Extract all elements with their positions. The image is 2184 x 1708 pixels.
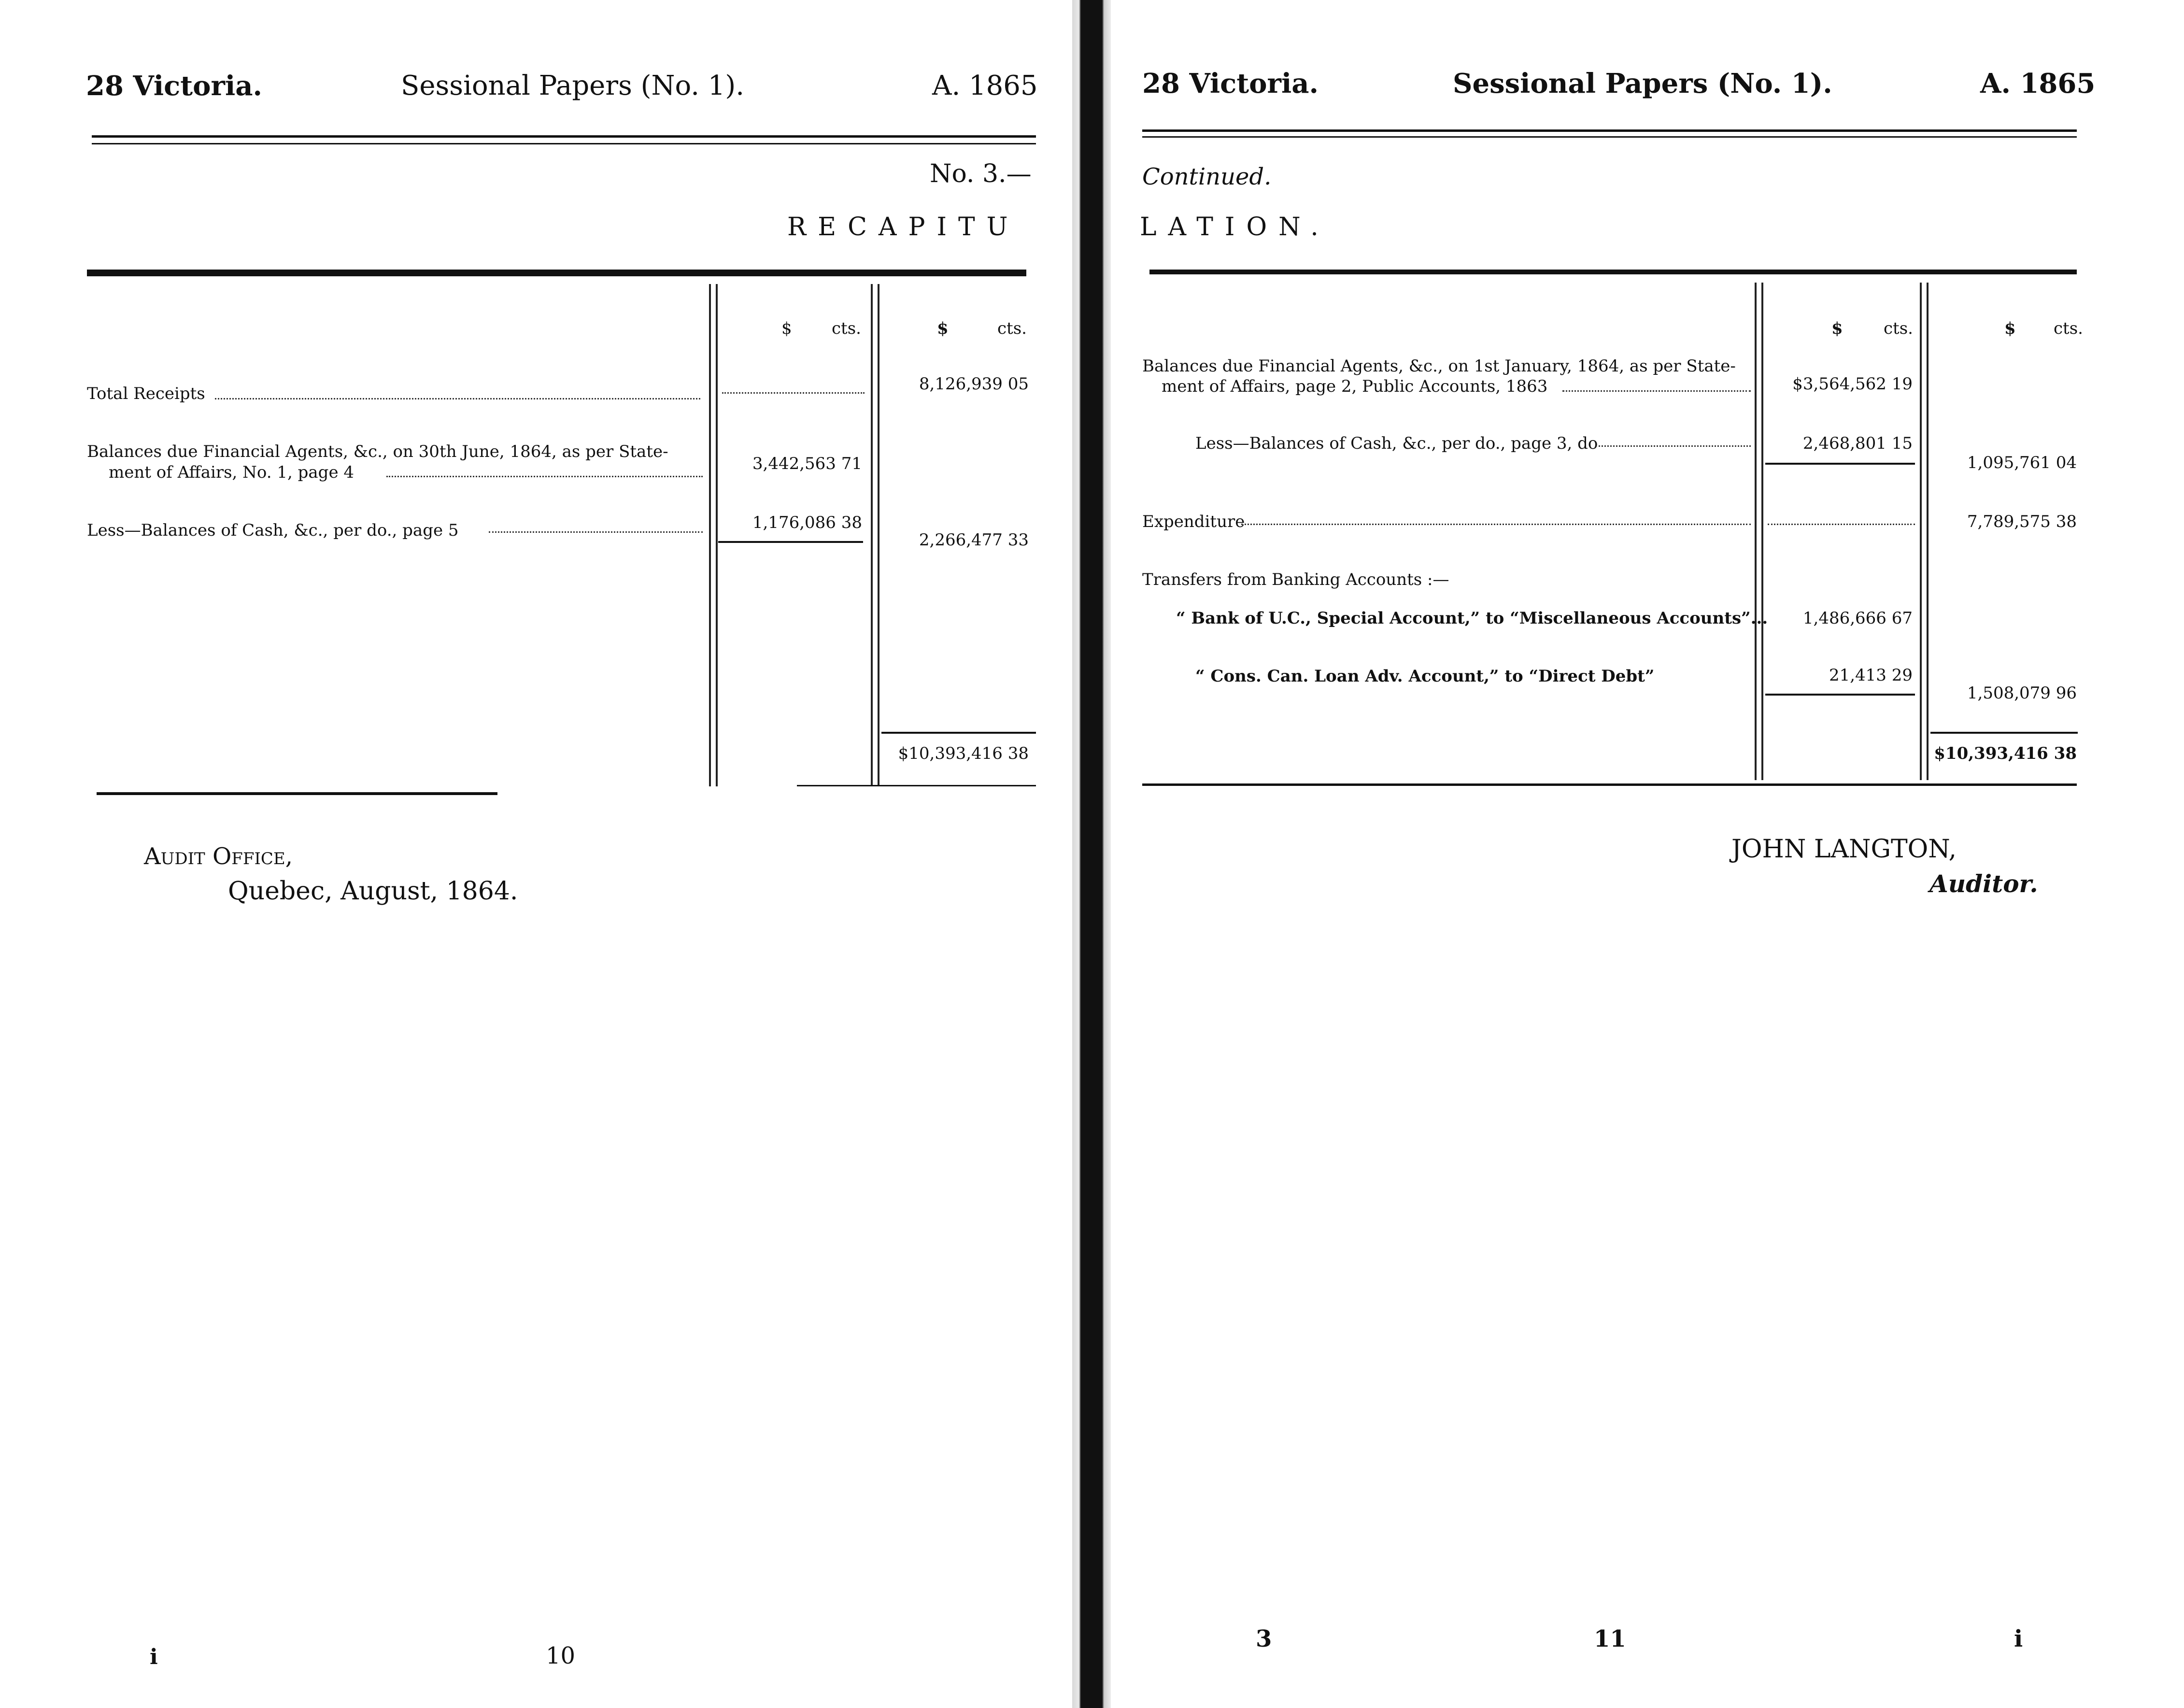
document-title: Sessional Papers (No. 1).: [1453, 68, 1832, 100]
continued-label: Continued.: [1142, 163, 1272, 190]
leader-dots: [489, 531, 703, 533]
row-amount: $3,564,562 19: [1792, 374, 1913, 394]
row-net: 1,095,761 04: [1967, 453, 2077, 472]
row-amount: 1,486,666 67: [1802, 609, 1913, 628]
column-rule: [1761, 283, 1763, 780]
column-rule: [709, 284, 711, 786]
row-label: Expenditure: [1142, 512, 1245, 531]
row-net: 2,266,477 33: [919, 530, 1029, 550]
session-label: 28 Victoria.: [1142, 68, 1319, 100]
row-label: “ Cons. Can. Loan Adv. Account,” to “Direct Debt”: [1195, 667, 1655, 686]
page-number: 10: [546, 1642, 576, 1669]
row-label: Balances due Financial Agents, &c., on 30th June, 1864, as per State-: [87, 442, 668, 461]
document-title: Sessional Papers (No. 1).: [401, 70, 745, 101]
header-rule-thin: [1142, 136, 2077, 138]
section-heading: LATION.: [1140, 213, 1330, 242]
column-rule: [1927, 283, 1929, 780]
row-amount: 1,176,086 38: [752, 513, 862, 532]
session-label: 28 Victoria.: [86, 70, 263, 102]
table-bottom-rule: [797, 785, 1036, 786]
footer-mark: i: [2014, 1625, 2023, 1652]
row-label: Total Receipts: [87, 384, 205, 403]
row-label: Less—Balances of Cash, &c., per do., page 3, do: [1195, 434, 1598, 453]
leader-dots: [1241, 524, 1751, 525]
row-amount: 2,468,801 15: [1802, 434, 1913, 453]
row-label: ment of Affairs, No. 1, page 4: [109, 463, 355, 482]
row-label: “ Bank of U.C., Special Account,” to “Miscellaneous Accounts”...: [1176, 609, 1768, 628]
dollars-header: $: [781, 319, 792, 338]
left-page: [0, 0, 1072, 1708]
cents-header: cts.: [997, 319, 1027, 338]
auditor-title: Auditor.: [1929, 869, 2038, 898]
leader-dots: [215, 398, 700, 399]
binding-gutter: [1072, 0, 1111, 1708]
column-rule: [871, 284, 873, 786]
row-amount: 21,413 29: [1829, 666, 1913, 685]
header-rule: [92, 135, 1036, 138]
row-label: Balances due Financial Agents, &c., on 1st January, 1864, as per State-: [1142, 356, 1736, 376]
column-rule: [716, 284, 718, 786]
column-rule: [1920, 283, 1922, 780]
row-net: 1,508,079 96: [1967, 683, 2077, 703]
leader-dots: [386, 476, 703, 477]
auditor-name: JOHN LANGTON,: [1731, 835, 1957, 864]
subtotal-rule: [718, 541, 863, 543]
dollars-header: $: [937, 319, 949, 338]
cents-header: cts.: [1884, 319, 1913, 338]
row-amount: 8,126,939 05: [919, 374, 1029, 394]
footer-mark: i: [150, 1645, 158, 1669]
header-rule: [1142, 129, 2077, 132]
section-number: No. 3.—: [930, 159, 1032, 188]
right-page: [1111, 0, 2184, 1708]
footer-mark: 3: [1256, 1625, 1272, 1652]
dollars-header: $: [2004, 319, 2016, 338]
table-bottom-rule: [1142, 783, 2077, 786]
cents-header: cts.: [2054, 319, 2083, 338]
leader-dots: [1599, 445, 1751, 447]
year-label: A. 1865: [1980, 68, 2096, 100]
subtotal-rule: [1765, 694, 1915, 696]
row-amount: 3,442,563 71: [752, 454, 862, 473]
column-rule: [878, 284, 879, 786]
column-rule: [1755, 283, 1757, 780]
dollars-header: $: [1831, 319, 1843, 338]
section-label: Transfers from Banking Accounts :—: [1142, 570, 1449, 589]
cents-header: cts.: [832, 319, 861, 338]
audit-office: Audit Office,: [144, 843, 293, 870]
table-top-rule: [1149, 270, 2077, 274]
closing-rule: [97, 792, 497, 795]
place-date: Quebec, August, 1864.: [228, 877, 518, 906]
page-number: 11: [1594, 1625, 1626, 1652]
row-label: Less—Balances of Cash, &c., per do., page 5: [87, 521, 459, 540]
total-rule: [881, 732, 1036, 734]
year-label: A. 1865: [932, 70, 1038, 101]
row-label: ment of Affairs, page 2, Public Accounts, 1863: [1162, 377, 1548, 396]
grand-total: $10,393,416 38: [898, 744, 1029, 763]
leader-dots: [1562, 390, 1751, 392]
header-rule-thin: [92, 143, 1036, 144]
section-heading: RECAPITU: [787, 213, 1020, 242]
table-top-rule: [87, 270, 1026, 276]
leader-dots: [1768, 524, 1915, 525]
grand-total: $10,393,416 38: [1934, 744, 2077, 763]
total-rule: [1930, 732, 2078, 734]
leader-dots: [722, 392, 865, 394]
row-amount: 7,789,575 38: [1967, 512, 2077, 531]
subtotal-rule: [1765, 463, 1915, 465]
